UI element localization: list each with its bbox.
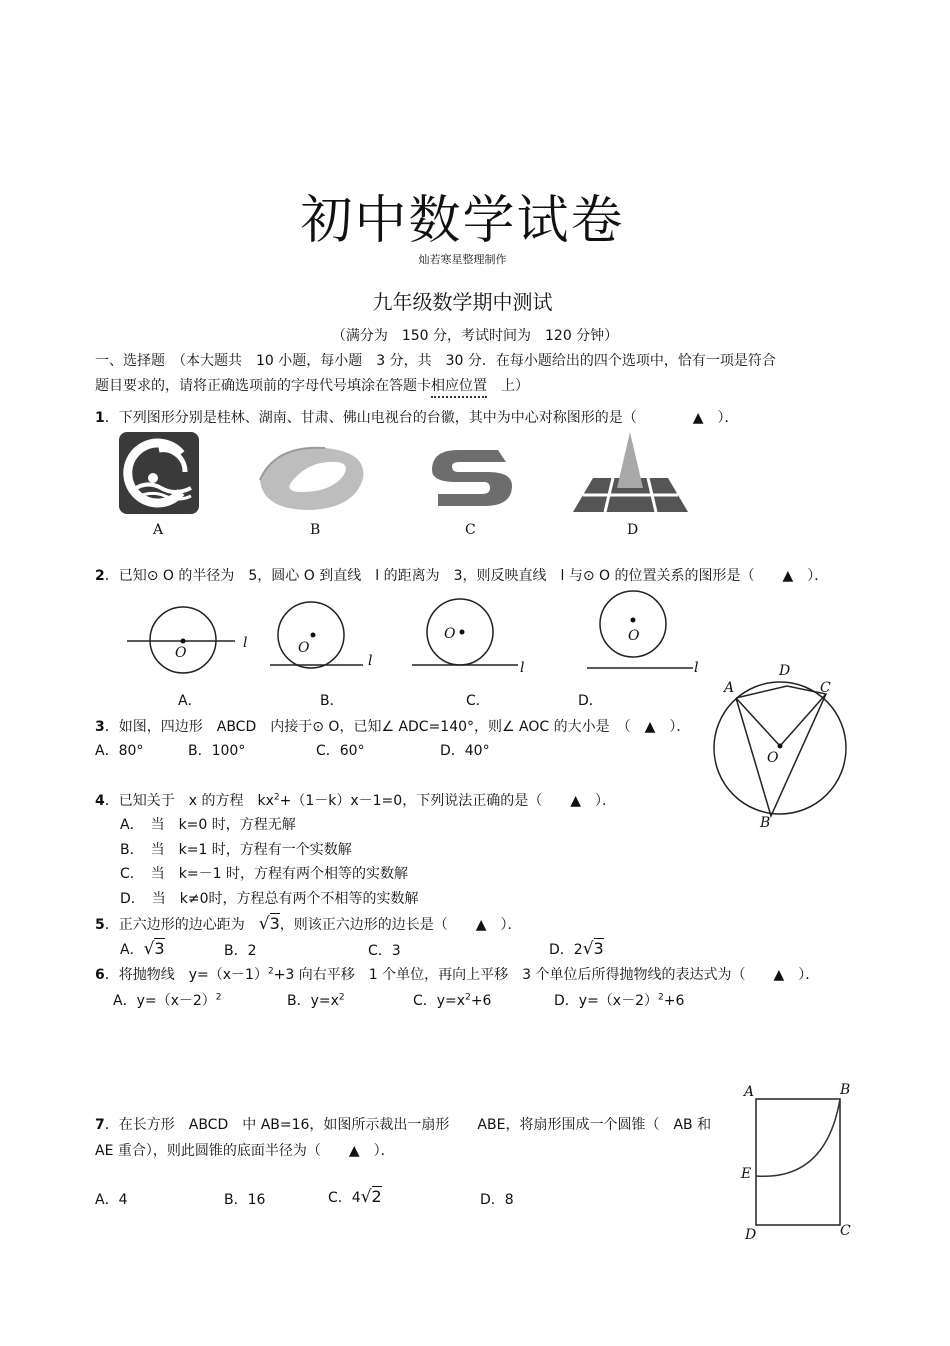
q5-option-c: C．3 — [368, 943, 401, 959]
q2-d-line-l: l — [694, 660, 699, 676]
logo-c-image — [428, 440, 516, 512]
q7-option-d: D．8 — [480, 1192, 514, 1208]
exponent: 2 — [267, 966, 274, 977]
q2-label-d: D． — [578, 693, 603, 709]
q7-option-c — [328, 1187, 382, 1207]
paper-title: 初中数学试卷 — [300, 191, 625, 251]
q3-option-d: D．40° — [440, 743, 490, 759]
instr-emphasis: 相应位置 — [431, 378, 487, 398]
q5-option-d — [549, 939, 604, 959]
option-label: C．4 — [328, 1190, 361, 1206]
q6-option-c — [413, 990, 491, 1010]
q3-option-b: B．100° — [188, 743, 246, 759]
question-number: 4 — [95, 793, 105, 809]
question-text: ．已知⊙ O 的半径为 5，圆心 O 到直线 l 的距离为 3，则反映直线 l 与⊙ O 的位置关系的图形是（ ▲ ）． — [104, 568, 829, 584]
radicand: 3 — [154, 939, 165, 958]
q4-option-d: D． 当 k≠0时，方程总有两个不相等的实数解 — [120, 891, 419, 907]
option-text: A．y=（x－2） — [113, 993, 216, 1009]
q5-option-a — [120, 939, 165, 959]
section1-instructions-line2 — [95, 375, 529, 395]
radicand: 3 — [593, 939, 604, 958]
question-number: 3 — [95, 719, 105, 735]
question-number: 7 — [95, 1117, 105, 1133]
option-label: A． — [120, 942, 144, 958]
exponent: 2 — [273, 792, 280, 803]
q7-fig-label-a: A — [744, 1084, 755, 1100]
q3-option-c: C．60° — [316, 743, 365, 759]
exponent: 2 — [215, 992, 222, 1003]
q4-option-a: A． 当 k=0 时，方程无解 — [120, 817, 296, 833]
option-text-end: +6 — [470, 993, 492, 1009]
exponent: 2 — [338, 992, 345, 1003]
option-text: B．y=x — [287, 993, 339, 1009]
q3-fig-label-b: B — [760, 815, 771, 831]
instr-text: 题目要求的，请将正确选项前的字母代号填涂在答题卡 — [95, 378, 431, 394]
sqrt-symbol: √ — [258, 914, 270, 934]
exponent: 2 — [658, 992, 664, 1003]
q3-fig-label-o: O — [767, 750, 779, 766]
q4-option-b: B． 当 k=1 时，方程有一个实数解 — [120, 842, 352, 858]
q2-figure-d — [585, 590, 700, 670]
question-5 — [95, 914, 522, 934]
question-3 — [95, 716, 690, 736]
q2-b-line-l: l — [368, 653, 373, 669]
radicand: 3 — [269, 914, 280, 933]
q2-d-point-o: O — [628, 628, 640, 644]
q6-option-b — [287, 990, 345, 1010]
q7-option-b: B．16 — [224, 1192, 266, 1208]
q6-option-a — [113, 990, 222, 1010]
logo-b-image — [255, 440, 370, 515]
q7-fig-label-b: B — [840, 1082, 851, 1098]
q2-label-c: C． — [466, 693, 490, 709]
question-text: ．已知关于 x 的方程 kx — [104, 793, 274, 809]
logo-a-image — [119, 432, 199, 514]
question-text-end: +3 向右平移 1 个单位，再向上平移 3 个单位后所得抛物线的表达式为（ ▲ ）． — [273, 967, 820, 983]
question-text-end: ，则该正六边形的边长是（ ▲ ）． — [279, 917, 522, 933]
q2-label-a: A． — [178, 693, 202, 709]
q2-figure-c — [410, 598, 530, 673]
q2-b-point-o: O — [298, 640, 310, 656]
q6-option-d — [554, 990, 684, 1010]
question-text: ．正六边形的边心距为 — [104, 917, 259, 933]
q2-c-line-l: l — [520, 660, 525, 676]
question-text: ．在长方形 ABCD 中 AB=16，如图所示裁出一扇形 ABE，将扇形围成一个圆锥（ AB 和 — [104, 1117, 712, 1133]
q7-fig-label-c: C — [840, 1223, 851, 1239]
q1-label-c: C — [465, 522, 476, 538]
question-4 — [95, 790, 616, 810]
radicand: 2 — [371, 1187, 382, 1206]
sqrt-symbol: √ — [582, 939, 594, 959]
q2-a-line-l: l — [243, 635, 248, 651]
q1-label-a: A — [153, 522, 164, 538]
q3-fig-label-a: A — [724, 680, 735, 696]
question-2 — [95, 565, 828, 585]
q1-label-b: B — [310, 522, 321, 538]
q1-label-d: D — [627, 522, 639, 538]
instr-text-end: 上） — [487, 378, 529, 394]
q2-figure-a — [125, 605, 255, 675]
option-text-end: +6 — [663, 993, 685, 1009]
q3-fig-label-c: C — [820, 680, 831, 696]
q2-label-b: B． — [320, 693, 344, 709]
question-6 — [95, 964, 819, 984]
question-7-line2: AE 重合），则此圆锥的底面半径为（ ▲ ）． — [95, 1143, 395, 1159]
option-text: D．y=（x－2） — [554, 993, 658, 1009]
q7-fig-label-d: D — [745, 1227, 757, 1243]
option-text: C．y=x — [413, 993, 466, 1009]
question-number: 1 — [95, 410, 105, 426]
question-text-end: +（1－k）x－1=0，下列说法正确的是（ ▲ ）． — [279, 793, 616, 809]
q7-option-a: A．4 — [95, 1192, 128, 1208]
exponent: 2 — [465, 992, 471, 1003]
q3-option-a: A．80° — [95, 743, 144, 759]
q5-option-b: B．2 — [224, 943, 257, 959]
q3-fig-label-d: D — [779, 663, 791, 679]
q3-figure — [710, 680, 850, 820]
question-number: 5 — [95, 917, 105, 933]
question-number: 6 — [95, 967, 105, 983]
sqrt-symbol: √ — [360, 1187, 372, 1207]
q7-fig-label-e: E — [741, 1166, 752, 1182]
question-text: ．如图，四边形 ABCD 内接于⊙ O，已知∠ ADC=140°，则∠ AOC 的大小是 （ ▲ ）． — [104, 719, 691, 735]
option-label: D．2 — [549, 942, 583, 958]
q2-a-point-o: O — [175, 645, 187, 661]
q2-figure-b — [268, 605, 378, 670]
section1-instructions-line1: 一、选择题 （本大题共 10 小题，每小题 3 分，共 30 分．在每小题给出的四个选项中，恰有一项是符合 — [95, 353, 776, 369]
q2-c-point-o: O — [444, 626, 456, 642]
paper-subtitle: 灿若寒星整理制作 — [418, 253, 507, 266]
sqrt-symbol: √ — [143, 939, 155, 959]
q4-option-c: C． 当 k=－1 时，方程有两个相等的实数解 — [120, 866, 408, 882]
logo-d-image — [573, 432, 688, 514]
question-7 — [95, 1114, 711, 1134]
exam-info: （满分为 150 分，考试时间为 120 分钟） — [331, 328, 619, 344]
question-text: ．将抛物线 y=（x－1） — [104, 967, 268, 983]
question-number: 2 — [95, 568, 105, 584]
question-1 — [95, 407, 739, 427]
exam-title: 九年级数学期中测试 — [372, 290, 553, 314]
question-text: ．下列图形分别是桂林、湖南、甘肃、佛山电视台的台徽，其中为中心对称图形的是（ ▲ ）． — [104, 410, 739, 426]
q7-figure — [756, 1099, 842, 1227]
